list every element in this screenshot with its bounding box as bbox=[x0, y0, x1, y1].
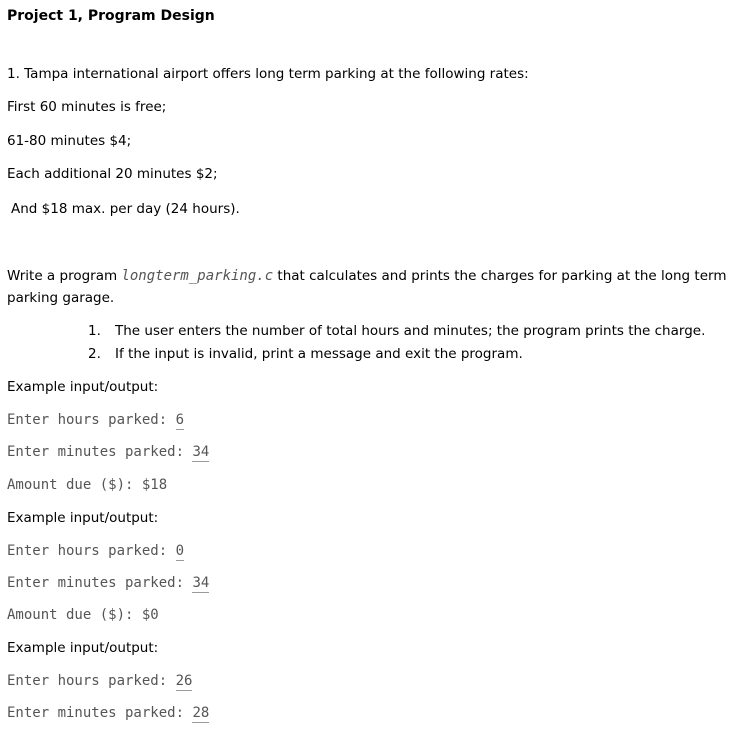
step-text: The user enters the number of total hours and minutes; the program prints the charge. bbox=[115, 323, 706, 339]
step-number: 1. bbox=[88, 323, 101, 339]
task-prefix: Write a program bbox=[7, 268, 122, 284]
hours-prompt: Enter hours parked: bbox=[7, 412, 176, 428]
hours-value: 26 bbox=[175, 673, 193, 689]
minutes-prompt: Enter minutes parked: bbox=[7, 444, 193, 460]
intro-line-4: Each additional 20 minutes $2; bbox=[7, 166, 218, 182]
minutes-value: 34 bbox=[192, 575, 210, 591]
hours-prompt: Enter hours parked: bbox=[7, 673, 176, 689]
task-suffix: that calculates and prints the charges for parking at the long term parking garage. bbox=[7, 268, 727, 306]
step-item-1 bbox=[88, 322, 705, 340]
example-1-minutes bbox=[7, 443, 209, 461]
minutes-prompt: Enter minutes parked: bbox=[7, 705, 193, 721]
minutes-prompt: Enter minutes parked: bbox=[7, 575, 193, 591]
task-filename: longterm_parking.c bbox=[121, 268, 274, 284]
example-3-hours bbox=[7, 672, 192, 690]
example-2-minutes bbox=[7, 574, 209, 592]
minutes-value: 28 bbox=[192, 705, 210, 721]
example-3-minutes bbox=[7, 704, 209, 722]
hours-value: 6 bbox=[175, 412, 185, 428]
step-item-2 bbox=[88, 345, 523, 363]
document-title: Project 1, Program Design bbox=[7, 8, 215, 24]
example-2-hours bbox=[7, 542, 184, 560]
task-paragraph bbox=[7, 265, 727, 309]
intro-line-3: 61-80 minutes $4; bbox=[7, 133, 132, 149]
example-2-amount: Amount due ($): $0 bbox=[7, 607, 159, 623]
example-heading-1: Example input/output: bbox=[7, 379, 159, 395]
intro-line-5: And $18 max. per day (24 hours). bbox=[11, 201, 240, 217]
step-number: 2. bbox=[88, 346, 101, 362]
intro-line-1: 1. Tampa international airport offers long term parking at the following rates: bbox=[7, 66, 529, 82]
example-heading-3: Example input/output: bbox=[7, 640, 159, 656]
minutes-value: 34 bbox=[192, 444, 210, 460]
hours-value: 0 bbox=[175, 543, 185, 559]
step-text: If the input is invalid, print a message and exit the program. bbox=[115, 346, 523, 362]
example-1-amount: Amount due ($): $18 bbox=[7, 477, 168, 493]
example-1-hours bbox=[7, 411, 184, 429]
hours-prompt: Enter hours parked: bbox=[7, 543, 176, 559]
intro-line-2: First 60 minutes is free; bbox=[7, 99, 167, 115]
example-heading-2: Example input/output: bbox=[7, 510, 159, 526]
